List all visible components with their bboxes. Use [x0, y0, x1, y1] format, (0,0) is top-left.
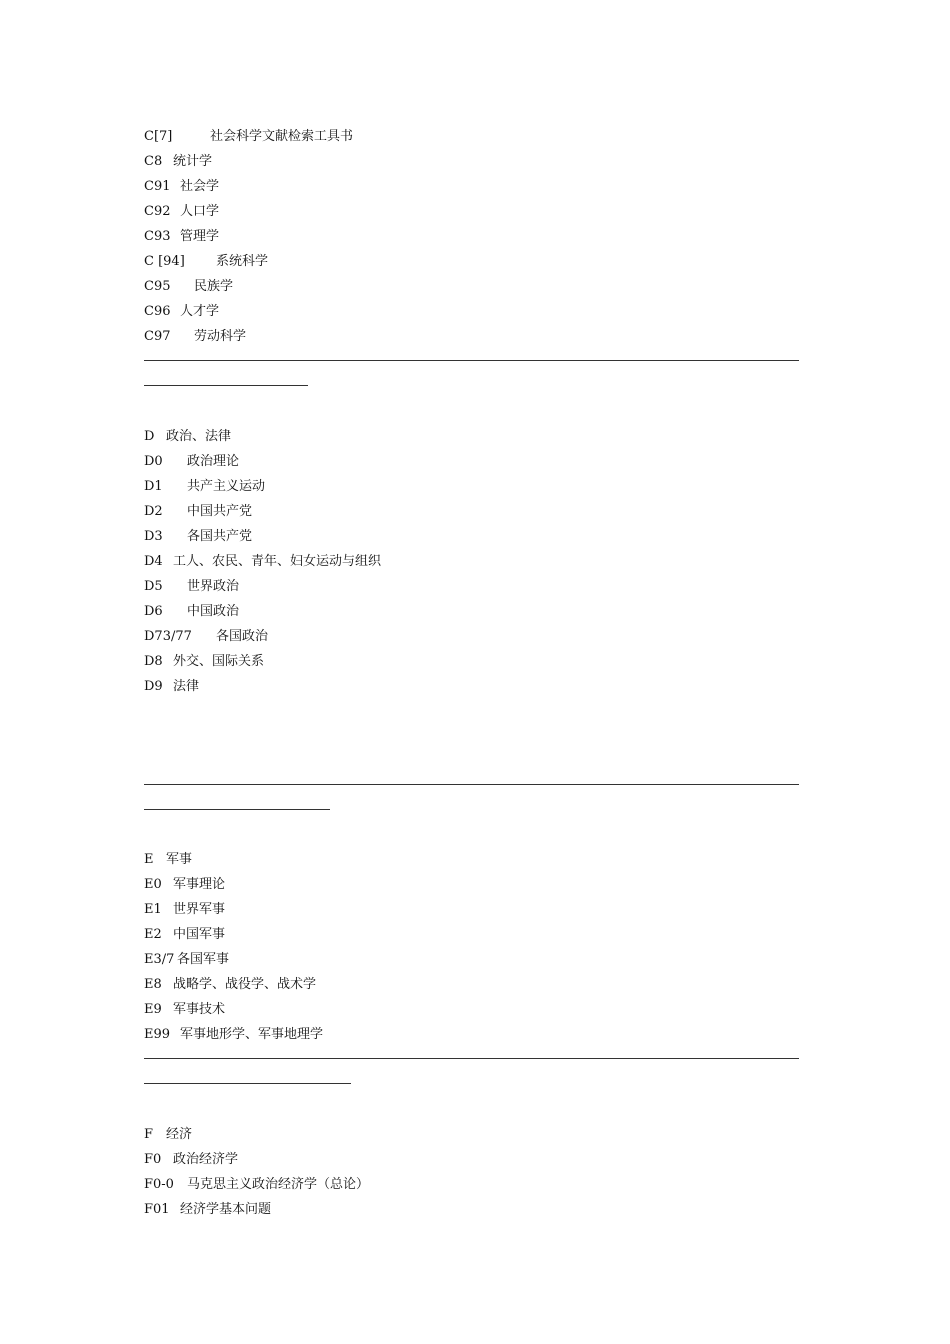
item-label: 系统科学	[216, 254, 269, 269]
list-item	[144, 499, 804, 524]
list-item	[144, 847, 804, 872]
item-code: F01	[144, 1202, 170, 1217]
list-item	[144, 1197, 804, 1222]
list-item	[144, 1172, 804, 1197]
item-code: D8	[144, 654, 163, 669]
list-item	[144, 524, 804, 549]
item-label: 民族学	[194, 279, 234, 294]
list-item	[144, 674, 804, 699]
section-f	[144, 1122, 804, 1222]
item-code: F	[144, 1127, 154, 1142]
item-label: 人口学	[180, 204, 220, 219]
section-e	[144, 847, 804, 1047]
item-label: 社会学	[180, 179, 220, 194]
classification-list	[144, 124, 804, 1222]
list-item	[144, 574, 804, 599]
item-code: D2	[144, 504, 163, 519]
item-code: C93	[144, 229, 171, 244]
list-item	[144, 624, 804, 649]
item-label: 统计学	[173, 154, 213, 169]
item-code: C96	[144, 304, 171, 319]
item-label: 各国共产党	[187, 529, 253, 544]
list-item	[144, 149, 804, 174]
list-item	[144, 599, 804, 624]
item-code: C8	[144, 154, 163, 169]
list-item	[144, 474, 804, 499]
list-item	[144, 249, 804, 274]
item-label: 经济	[166, 1127, 193, 1142]
section-divider	[144, 349, 804, 399]
list-item	[144, 424, 804, 449]
section-d	[144, 424, 804, 699]
item-label: 世界政治	[187, 579, 240, 594]
item-label: 管理学	[180, 229, 220, 244]
item-code: C95	[144, 279, 171, 294]
list-item	[144, 199, 804, 224]
list-item	[144, 1022, 804, 1047]
item-label: 外交、国际关系	[173, 654, 265, 669]
item-code: D73/77	[144, 629, 192, 644]
item-code: E	[144, 852, 154, 867]
item-code: E8	[144, 977, 162, 992]
item-code: E99	[144, 1027, 171, 1042]
item-code: D4	[144, 554, 163, 569]
list-item	[144, 124, 804, 149]
item-code: D5	[144, 579, 163, 594]
list-item	[144, 1122, 804, 1147]
list-item	[144, 549, 804, 574]
list-item	[144, 872, 804, 897]
item-label: 人才学	[180, 304, 220, 319]
item-code: D3	[144, 529, 163, 544]
item-code: D0	[144, 454, 163, 469]
item-code: C97	[144, 329, 171, 344]
item-code: F0-0	[144, 1177, 174, 1192]
item-label: 战略学、战役学、战术学	[173, 977, 317, 992]
item-label: 政治理论	[187, 454, 240, 469]
list-item	[144, 972, 804, 997]
item-label: 军事技术	[173, 1002, 226, 1017]
list-item	[144, 1147, 804, 1172]
item-label: 社会科学文献检索工具书	[210, 129, 354, 144]
list-item	[144, 274, 804, 299]
list-item	[144, 947, 804, 972]
item-code: D6	[144, 604, 163, 619]
list-item	[144, 997, 804, 1022]
item-label: 世界军事	[173, 902, 226, 917]
section-divider	[144, 773, 804, 823]
list-item	[144, 324, 804, 349]
item-code: E1	[144, 902, 162, 917]
item-code: C[7]	[144, 129, 173, 144]
list-item	[144, 897, 804, 922]
list-item	[144, 649, 804, 674]
item-code: E3/7	[144, 952, 175, 967]
item-label: 中国共产党	[187, 504, 253, 519]
item-label: 政治经济学	[173, 1152, 239, 1167]
item-label: 军事	[166, 852, 193, 867]
section-c	[144, 124, 804, 349]
item-code: D	[144, 429, 155, 444]
item-label: 共产主义运动	[187, 479, 266, 494]
item-label: 中国政治	[187, 604, 240, 619]
item-label: 各国军事	[177, 952, 230, 967]
item-label: 马克思主义政治经济学（总论）	[187, 1177, 370, 1192]
item-code: E9	[144, 1002, 162, 1017]
item-label: 劳动科学	[194, 329, 247, 344]
item-code: D9	[144, 679, 163, 694]
list-item	[144, 922, 804, 947]
list-item	[144, 449, 804, 474]
list-item	[144, 174, 804, 199]
item-code: C [94]	[144, 254, 185, 269]
item-label: 军事地形学、军事地理学	[180, 1027, 324, 1042]
section-divider	[144, 1047, 804, 1097]
item-label: 经济学基本问题	[180, 1202, 272, 1217]
item-label: 工人、农民、青年、妇女运动与组织	[173, 554, 382, 569]
item-code: E2	[144, 927, 162, 942]
list-item	[144, 299, 804, 324]
list-item	[144, 224, 804, 249]
item-code: C92	[144, 204, 171, 219]
item-code: F0	[144, 1152, 162, 1167]
item-code: D1	[144, 479, 163, 494]
item-label: 政治、法律	[166, 429, 232, 444]
item-label: 各国政治	[216, 629, 269, 644]
item-label: 中国军事	[173, 927, 226, 942]
item-code: E0	[144, 877, 162, 892]
item-label: 法律	[173, 679, 200, 694]
item-label: 军事理论	[173, 877, 226, 892]
item-code: C91	[144, 179, 171, 194]
